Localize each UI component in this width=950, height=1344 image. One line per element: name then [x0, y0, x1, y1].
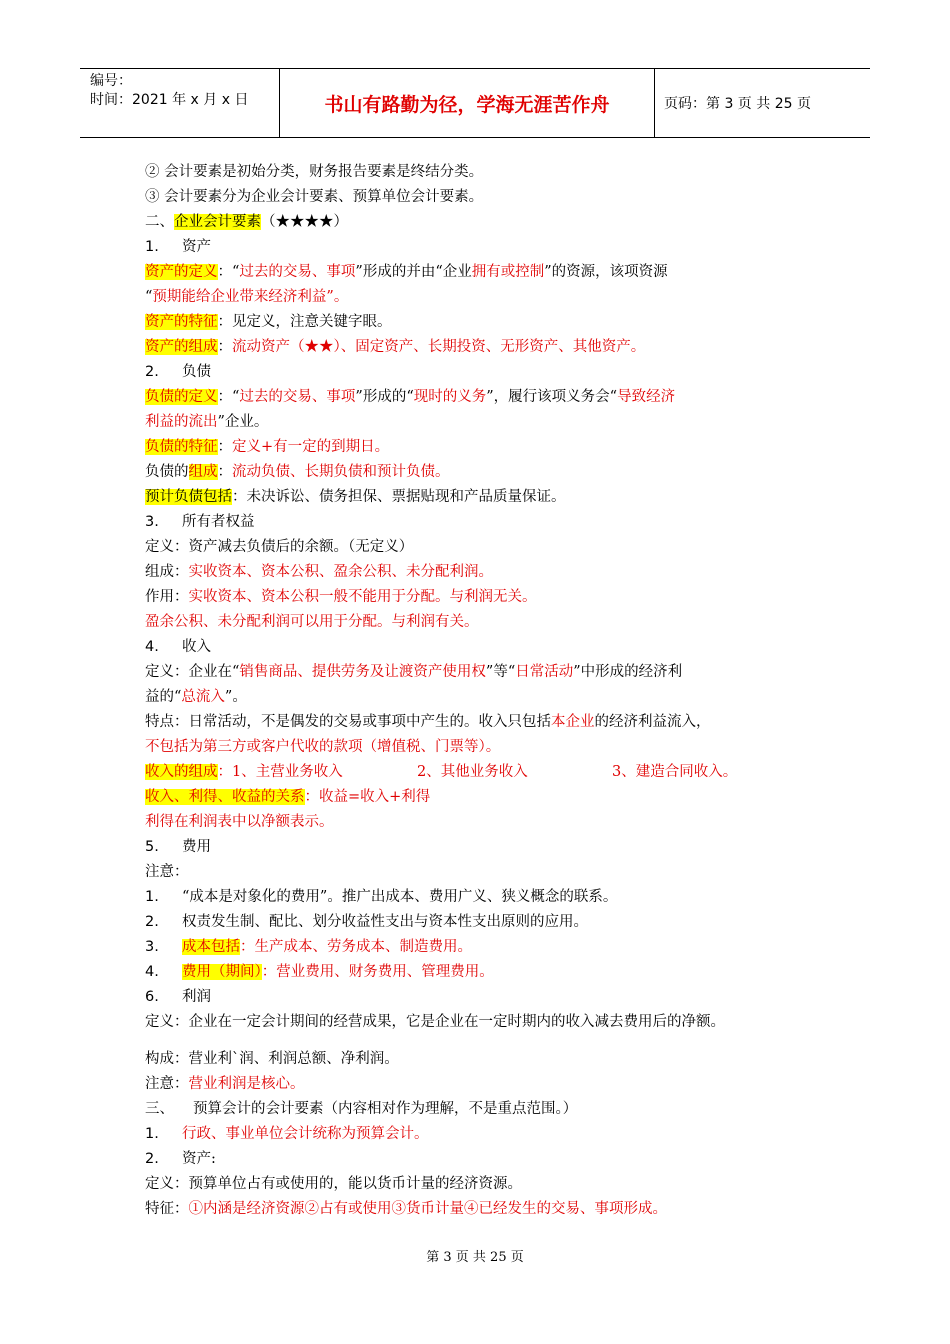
text-span: ：未决诉讼、债务担保、票据贴现和产品质量保证。: [232, 489, 566, 505]
subheading-profit: [145, 985, 825, 1010]
section-heading-3: [145, 1097, 825, 1122]
text-span: 实收资本、资本公积、盈余公积、未分配利润。: [188, 564, 493, 580]
text-line: ② 会计要素是初始分类，财务报告要素是终结分类。: [145, 164, 484, 180]
text-span: 益的“: [145, 689, 182, 705]
text-span: ”的资源，该项资源: [544, 264, 668, 280]
text-span: 1、主营业务收入: [232, 764, 343, 780]
equity-usage: [145, 585, 825, 610]
text-span: 资产的定义: [145, 264, 218, 280]
text-span: 2.: [145, 914, 159, 930]
text-span: （★★★★）: [261, 214, 348, 230]
budget-asset-definition: 定义：预算单位占有或使用的，能以货币计量的经济资源。: [145, 1176, 522, 1192]
equity-usage-2: 盈余公积、未分配利润可以用于分配。与利润有关。: [145, 614, 479, 630]
text-span: 的经济利益流入，: [594, 714, 711, 730]
text-span: 导致经济: [617, 389, 676, 405]
text-span: 收入、利得、收益的关系: [145, 789, 305, 805]
text-span: ：“: [217, 264, 240, 280]
text-span: 6.: [145, 989, 159, 1005]
text-span: 现时的义务: [413, 389, 487, 405]
text-span: 利益的流出: [145, 414, 218, 430]
gains-note: 利得在利润表中以净额表示。: [145, 814, 334, 830]
text-span: 本企业: [551, 714, 595, 730]
text-span: “: [145, 289, 153, 305]
text-span: 费用（期间）: [182, 964, 262, 980]
liabilities-composition: [145, 460, 825, 485]
text-span: 负债的: [145, 464, 189, 480]
text-span: 注意：: [145, 1076, 189, 1092]
text-span: 资产: [182, 239, 211, 255]
text-span: 组成：: [145, 564, 189, 580]
revenue-definition: [145, 660, 825, 710]
estimated-liabilities: [145, 485, 825, 510]
text-span: 三、: [145, 1101, 174, 1117]
text-span: 5.: [145, 839, 159, 855]
list-item: [145, 1122, 825, 1147]
text-span: ”等“: [485, 664, 516, 680]
text-span: 总流入: [181, 689, 225, 705]
doc-time-label: 时间：2021 年 x 月 x 日: [90, 92, 249, 108]
text-span: 定义：企业在“: [145, 664, 240, 680]
page-footer: 第 3 页 共 25 页: [426, 1250, 524, 1265]
profit-composition: 构成：营业利`润、利润总额、净利润。: [145, 1051, 399, 1067]
budget-asset-feature: [145, 1197, 825, 1222]
text-span: 3.: [145, 514, 159, 530]
text-span: 组成: [188, 464, 218, 480]
text-span: ”。: [224, 689, 247, 705]
text-span: 预计负债包括: [145, 489, 232, 505]
equity-composition: [145, 560, 825, 585]
document-body: [145, 160, 825, 1222]
text-span: ”。: [326, 289, 349, 305]
text-span: 过去的交易、事项: [239, 389, 356, 405]
text-span: ”形成的并由“企业: [355, 264, 472, 280]
text-span: ”企业。: [217, 414, 269, 430]
text-span: ：“: [217, 389, 240, 405]
text-span: ”，履行该项义务会“: [486, 389, 618, 405]
text-span: 二、: [145, 214, 174, 230]
text-span: 特点：日常活动，不是偶发的交易或事项中产生的。收入只包括: [145, 714, 551, 730]
header-motto: 书山有路勤为径，学海无涯苦作舟: [280, 69, 655, 137]
text-span: 2、其他业务收入: [417, 764, 528, 780]
text-span: ：: [217, 339, 232, 355]
text-span: 1.: [145, 1126, 159, 1142]
text-span: 负债的定义: [145, 389, 218, 405]
assets-definition: [145, 260, 825, 310]
text-span: ：: [304, 789, 319, 805]
text-span: ”中形成的经济利: [573, 664, 683, 680]
text-span: 过去的交易、事项: [239, 264, 356, 280]
list-item: [145, 1147, 825, 1172]
text-span: 成本包括: [182, 939, 240, 955]
text-span: 行政、事业单位会计统称为预算会计。: [182, 1126, 429, 1142]
subheading-equity: [145, 510, 825, 535]
text-span: 收入: [182, 639, 211, 655]
subheading-assets: [145, 235, 825, 260]
revenue-composition: [145, 760, 825, 785]
text-span: 日常活动: [515, 664, 574, 680]
profit-note: [145, 1072, 825, 1097]
text-span: 特征：: [145, 1201, 189, 1217]
text-span: 预算会计的会计要素（内容相对作为理解，不是重点范围。）: [193, 1101, 578, 1117]
text-span: ：: [217, 764, 232, 780]
page-header: [80, 68, 870, 138]
text-span: ：生产成本、劳务成本、制造费用。: [240, 939, 472, 955]
equity-definition: 定义：资产减去负债后的余额。（无定义）: [145, 539, 414, 555]
text-span: 实收资本、资本公积一般不能用于分配。与利润无关。: [188, 589, 537, 605]
text-span: 1.: [145, 889, 159, 905]
list-item: [145, 910, 825, 935]
text-span: ：: [217, 464, 232, 480]
text-span: 资产:: [182, 1151, 216, 1167]
liabilities-definition: [145, 385, 825, 435]
text-span: 费用: [182, 839, 211, 855]
profit-definition: 定义：企业在一定会计期间的经营成果，它是企业在一定时期内的收入减去费用后的净额。: [145, 1014, 725, 1030]
text-span: 4.: [145, 639, 159, 655]
text-span: “成本是对象化的费用”。推广出成本、费用广义、狭义概念的联系。: [182, 889, 618, 905]
section-heading-2: [145, 210, 825, 235]
text-span: 3、建造合同收入。: [612, 764, 738, 780]
text-span: 不包括为第三方或客户代收的款项（增值税、门票等）。: [145, 739, 501, 755]
text-line: ③ 会计要素分为企业会计要素、预算单位会计要素。: [145, 189, 484, 205]
text-span: ①内涵是经济资源②占有或使用③货币计量④已经发生的交易、事项形成。: [188, 1201, 667, 1217]
text-span: 资产的组成: [145, 339, 218, 355]
text-span: 作用：: [145, 589, 189, 605]
text-span: 3.: [145, 939, 159, 955]
list-item: [145, 960, 825, 985]
text-span: 负债的特征: [145, 439, 218, 455]
text-span: 拥有或控制: [471, 264, 545, 280]
text-span: 资产的特征: [145, 314, 218, 330]
text-span: 营业利润是核心。: [188, 1076, 305, 1092]
text-span: 2.: [145, 1151, 159, 1167]
doc-number-label: 编号：: [90, 73, 132, 89]
liabilities-feature: [145, 435, 825, 460]
text-span: 流动负债、长期负债和预计负债。: [232, 464, 450, 480]
header-page-label: 页码：第 3 页 共 25 页: [664, 96, 811, 112]
header-left-cell: [80, 69, 280, 137]
assets-feature: [145, 310, 825, 335]
text-span: 1.: [145, 239, 159, 255]
text-span: 销售商品、提供劳务及让渡资产使用权: [239, 664, 486, 680]
revenue-feature: [145, 710, 825, 760]
text-span: ”形成的“: [355, 389, 414, 405]
text-span: 负债: [182, 364, 211, 380]
text-span: ：见定义，注意关键字眼。: [217, 314, 392, 330]
subheading-liabilities: [145, 360, 825, 385]
text-span: 权责发生制、配比、划分收益性支出与资本性支出原则的应用。: [182, 914, 588, 930]
list-item: [145, 935, 825, 960]
text-span: 流动资产（★★）、固定资产、长期投资、无形资产、其他资产。: [232, 339, 646, 355]
list-item: [145, 885, 825, 910]
expenses-note: 注意：: [145, 864, 189, 880]
assets-composition: [145, 335, 825, 360]
text-span: 预期能给企业带来经济利益: [152, 289, 327, 305]
subheading-expenses: [145, 835, 825, 860]
revenue-relation: [145, 785, 825, 810]
text-span: 2.: [145, 364, 159, 380]
text-span: 所有者权益: [182, 514, 255, 530]
text-span: 利润: [182, 989, 211, 1005]
text-span: 收入的组成: [145, 764, 218, 780]
text-span: 企业会计要素: [174, 214, 261, 230]
text-span: ：: [217, 439, 232, 455]
text-span: ：营业费用、财务费用、管理费用。: [261, 964, 494, 980]
text-span: 定义+有一定的到期日。: [232, 439, 390, 455]
text-span: 收益=收入+利得: [319, 789, 431, 805]
text-span: 4.: [145, 964, 159, 980]
subheading-revenue: [145, 635, 825, 660]
